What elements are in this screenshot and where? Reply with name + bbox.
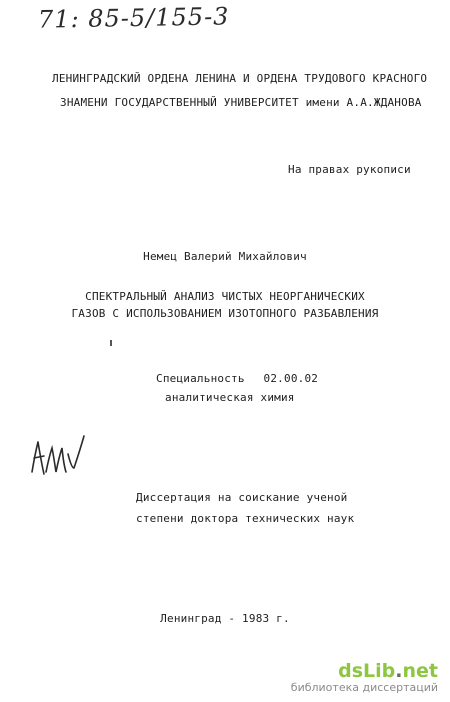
handwritten-catalog-number: 71: 85-5/155-3 xyxy=(37,2,230,34)
author-name: Немец Валерий Михайлович xyxy=(143,250,307,263)
manuscript-note: На правах рукописи xyxy=(288,163,411,176)
dslib-logo: dsLib.net xyxy=(338,660,438,682)
specialty-code: 02.00.02 xyxy=(263,372,319,385)
dslib-subtitle: библиотека диссертаций xyxy=(290,681,438,694)
institution-line-2: ЗНАМЕНИ ГОСУДАРСТВЕННЫЙ УНИВЕРСИТЕТ имени А.А.ЖДАНОВА xyxy=(60,96,422,109)
specialty-name: аналитическая химия xyxy=(165,391,295,404)
specialty-line xyxy=(156,372,318,385)
degree-line-2: степени доктора технических наук xyxy=(136,512,355,525)
degree-line-1: Диссертация на соискание ученой xyxy=(136,491,348,504)
handwritten-signature xyxy=(28,432,88,488)
dslib-watermark xyxy=(291,661,438,694)
place-and-year: Ленинград - 1983 г. xyxy=(160,612,290,625)
dissertation-title-line-2: ГАЗОВ С ИСПОЛЬЗОВАНИЕМ ИЗОТОПНОГО РАЗБАВЛЕНИЯ xyxy=(71,307,379,320)
specialty-label: Специальность xyxy=(156,372,245,385)
ink-mark xyxy=(110,340,112,346)
institution-line-1: ЛЕНИНГРАДСКИЙ ОРДЕНА ЛЕНИНА И ОРДЕНА ТРУДОВОГО КРАСНОГО xyxy=(52,72,428,85)
dissertation-title-line-1: СПЕКТРАЛЬНЫЙ АНАЛИЗ ЧИСТЫХ НЕОРГАНИЧЕСКИХ xyxy=(85,290,365,303)
